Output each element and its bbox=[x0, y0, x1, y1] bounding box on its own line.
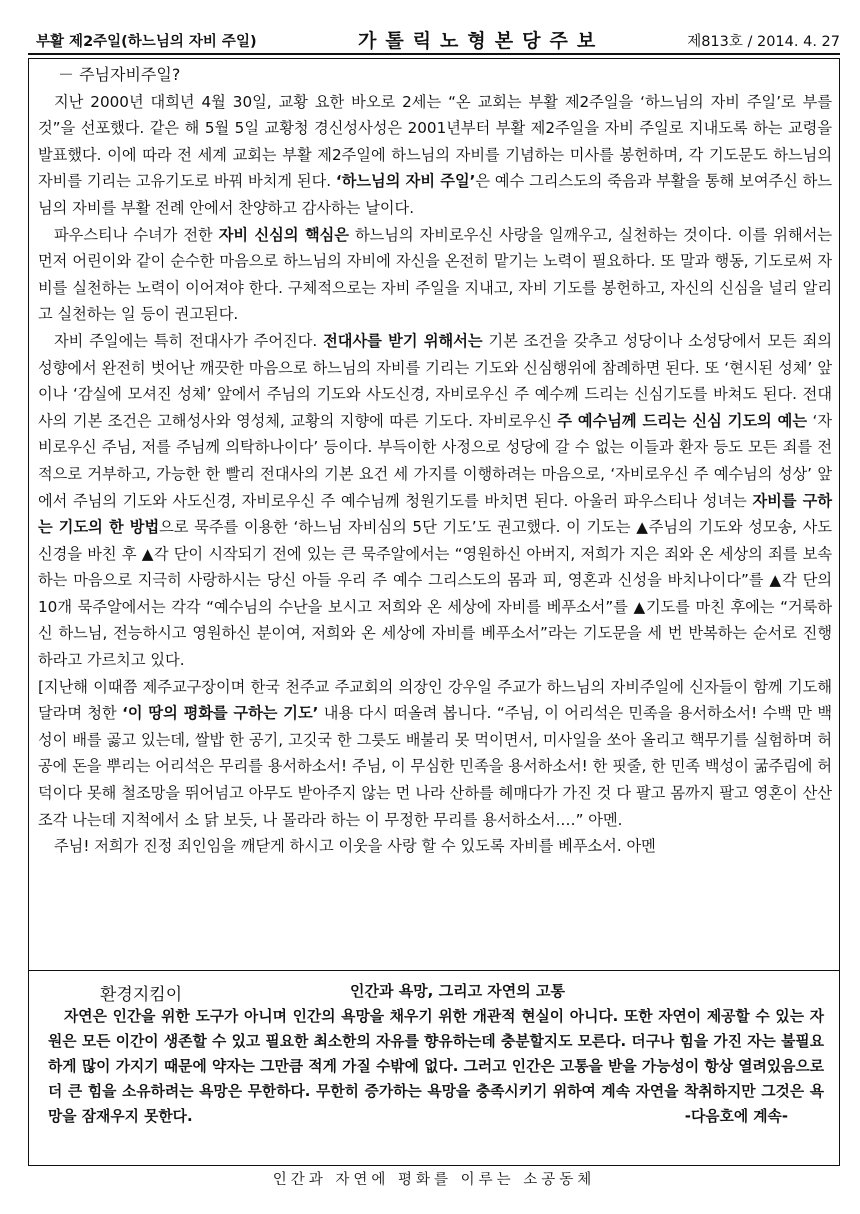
paragraph-text: 파우스티나 수녀가 전한 bbox=[54, 225, 219, 244]
bold-phrase: ‘이 땅의 평화를 구하는 기도’ bbox=[122, 704, 319, 723]
paragraph-text: ‘자비로우신 주님, 저를 주님께 의탁하나이다’ 등이다. 부득이한 사정으로 성당에 갈 수 없는 이들과 환자 등도 모든 죄를 전적으로 거부하고, 가능한 한 빨리 전대사의 기본 요건 세 가지를 이행하려는 마음으로, ‘자비로우신 주 예수님의 성상’ 앞에서 주님의 기도와 사도신경, 자비로우신 주 예수님께 청원기도를 바치면 된다. 아울러 파우스티나 성녀는 bbox=[38, 411, 832, 510]
eco-section-title: 인간과 욕망, 그리고 자연의 고통 bbox=[350, 982, 565, 1000]
header-rule bbox=[28, 53, 840, 55]
bold-phrase: 자비를 구하는 기도의 한 방법 bbox=[38, 491, 832, 537]
section-divider bbox=[28, 970, 840, 971]
article-paragraph-3 bbox=[38, 328, 832, 674]
bold-phrase: ‘하느님의 자비 주일’ bbox=[335, 172, 476, 191]
eco-continued-note: -다음호에 계속- bbox=[684, 1108, 788, 1125]
paragraph-text: 지난 2000년 대희년 4월 30일, 교황 요한 바오로 2세는 “온 교회는 부활 제2주일을 ‘하느님의 자비 주일’로 부를 것”을 선포했다. 같은 해 5월 5일 교황청 경신성사성은 2001년부터 부활 제2주일을 자비 주일로 지내도록 하는 교령을 발표했다. 이에 따라 전 세계 교회는 부활 제2주일에 하느님의 자비를 기념하는 미사를 봉헌하며, 각 기도문도 하느님의 자비를 기리는 고유기도로 바꿔 바치게 된다. bbox=[38, 92, 832, 191]
paragraph-text: 기본 조건을 갖추고 성당이나 소성당에서 모든 죄의 성향에서 완전히 벗어난 깨끗한 마음으로 하느님의 자비를 기리는 기도와 신심행위에 참례하면 된다. 또 ‘현시된 성체’ 앞이나 ‘감실에 모셔진 성체’ 앞에서 주님의 기도와 사도신경, 자비로우신 주 예수께 드리는 신심기도를 바쳐도 된다. 전대사의 기본 조건은 고해성사와 영성체, 교황의 지향에 따른 기도다. 자비로우신 bbox=[38, 331, 832, 430]
eco-section-header bbox=[38, 978, 832, 1006]
paragraph-text: 은 예수 그리스도의 죽음과 부활을 통해 보여주신 하느님의 자비를 부활 전례 안에서 찬양하고 감사하는 날이다. bbox=[38, 172, 833, 217]
bold-phrase: 전대사를 받기 위해서는 bbox=[323, 331, 483, 350]
article-paragraph-1 bbox=[38, 89, 832, 222]
article-paragraph-4 bbox=[38, 674, 832, 834]
article bbox=[38, 62, 832, 860]
paragraph-text: [지난해 이때쯤 제주교구장이며 한국 천주교 주교회의 의장인 강우일 주교가 하느님의 자비주일에 신자들이 함께 기도해 달라며 청한 bbox=[38, 677, 832, 723]
bulletin-footer-motto: 인간과 자연에 평화를 이루는 소공동체 bbox=[272, 1172, 596, 1188]
header-issue-date: 제813호 / 2014. 4. 27 bbox=[687, 34, 840, 50]
bold-phrase: 자비 신심의 핵심은 bbox=[218, 225, 349, 244]
paragraph-text: 내용 다시 떠올려 봅니다. “주님, 이 어리석은 민족을 용서하소서! 수백 만 백성이 배를 곯고 있는데, 쌀밥 한 공기, 고깃국 한 그릇도 배불리 못 먹이면서, 미사일을 쏘아 올리고 핵무기를 실험하며 허공에 돈을 뿌리는 어리석은 무리를 용서하소서! 주님, 이 무심한 민족을 용서하소서! 한 핏줄, 한 민족 백성이 굶주림에 허덕이다 못해 철조망을 뛰어넘고 아무도 받아주지 않는 먼 나라 산하를 헤매다가 가진 것 다 팔고 몸까지 팔고 영혼이 산산조각 나는데 지척에서 소 닭 보듯, 나 몰라라 하는 이 무정한 무리를 용서하소서.…” 아멘. bbox=[38, 704, 833, 829]
header-sunday-name: 부활 제2주일(하느님의 자비 주일) bbox=[36, 34, 257, 50]
eco-paragraph: 자연은 인간을 위한 도구가 아니며 인간의 욕망을 채우기 위한 개관적 현실이 아니다. 또한 자연이 제공할 수 있는 자원은 모든 이간이 생존할 수 있고 필요한 최소한의 자유를 향유하는데 충분할지도 모른다. 더구나 힘을 가진 자는 불필요하게 많이 가지기 때문에 약자는 그만큼 적게 가질 수밖에 없다. 그러고 인간은 고통을 받을 가능성이 항상 열려있음으로 더 큰 힘을 소유하려는 욕망은 무한하다. 무한히 증가하는 욕망을 충족시키기 위하여 계속 자연을 착취하지만 그것은 욕망을 잠재우지 못한다. bbox=[48, 1008, 824, 1125]
eco-section-body bbox=[48, 1004, 824, 1129]
bulletin-header bbox=[28, 26, 840, 52]
header-bulletin-title: 가톨릭노형본당주보 bbox=[358, 30, 605, 52]
eco-section-label: 환경지킴이 bbox=[100, 985, 183, 1005]
bold-phrase: 주 예수님께 드리는 신심 기도의 예는 bbox=[557, 411, 808, 430]
article-paragraph-2 bbox=[38, 222, 832, 328]
article-closing-prayer: 주님! 저희가 진정 죄인임을 깨닫게 하시고 이웃을 사랑 할 수 있도록 자비를 베푸소서. 아멘 bbox=[54, 837, 656, 856]
paragraph-text: 으로 묵주를 이용한 ‘하느님 자비심의 5단 기도’도 권고했다. 이 기도는 ▲주님의 기도와 성모송, 사도신경을 바친 후 ▲각 단이 시작되기 전에 있는 큰 묵주알에서는 “영원하신 아버지, 저희가 지은 죄와 온 세상의 죄를 보속하는 마음으로 지극히 사랑하시는 당신 아들 우리 주 예수 그리스도의 몸과 피, 영혼과 신성을 바치나이다”를 ▲각 단의 10개 묵주알에서는 각각 “예수님의 수난을 보시고 저희와 온 세상에 자비를 베푸소서”를 ▲기도를 마친 후에는 “거룩하신 하느님, 전능하시고 영원하신 분이여, 저희와 온 세상에 자비를 베푸소서”라는 기도문을 세 번 반복하는 순서로 진행하라고 가르치고 있다. bbox=[38, 518, 832, 670]
paragraph-text: 자비 주일에는 특히 전대사가 주어진다. bbox=[54, 331, 324, 350]
article-title: － 주님자비주일? bbox=[58, 65, 181, 84]
paragraph-text: 하느님의 자비로우신 사랑을 일깨우고, 실천하는 것이다. 이를 위해서는 먼저 어린이와 같이 순수한 마음으로 하느님의 자비에 자신을 온전히 맡기는 노력이 필요하다. 또 말과 행동, 기도로써 자비를 실천하는 노력이 이어져야 한다. 구체적으로는 자비 주일을 지내고, 자비 기도를 봉헌하고, 자신의 신심을 널리 알리고 실천하는 일 등이 권고된다. bbox=[38, 225, 832, 324]
